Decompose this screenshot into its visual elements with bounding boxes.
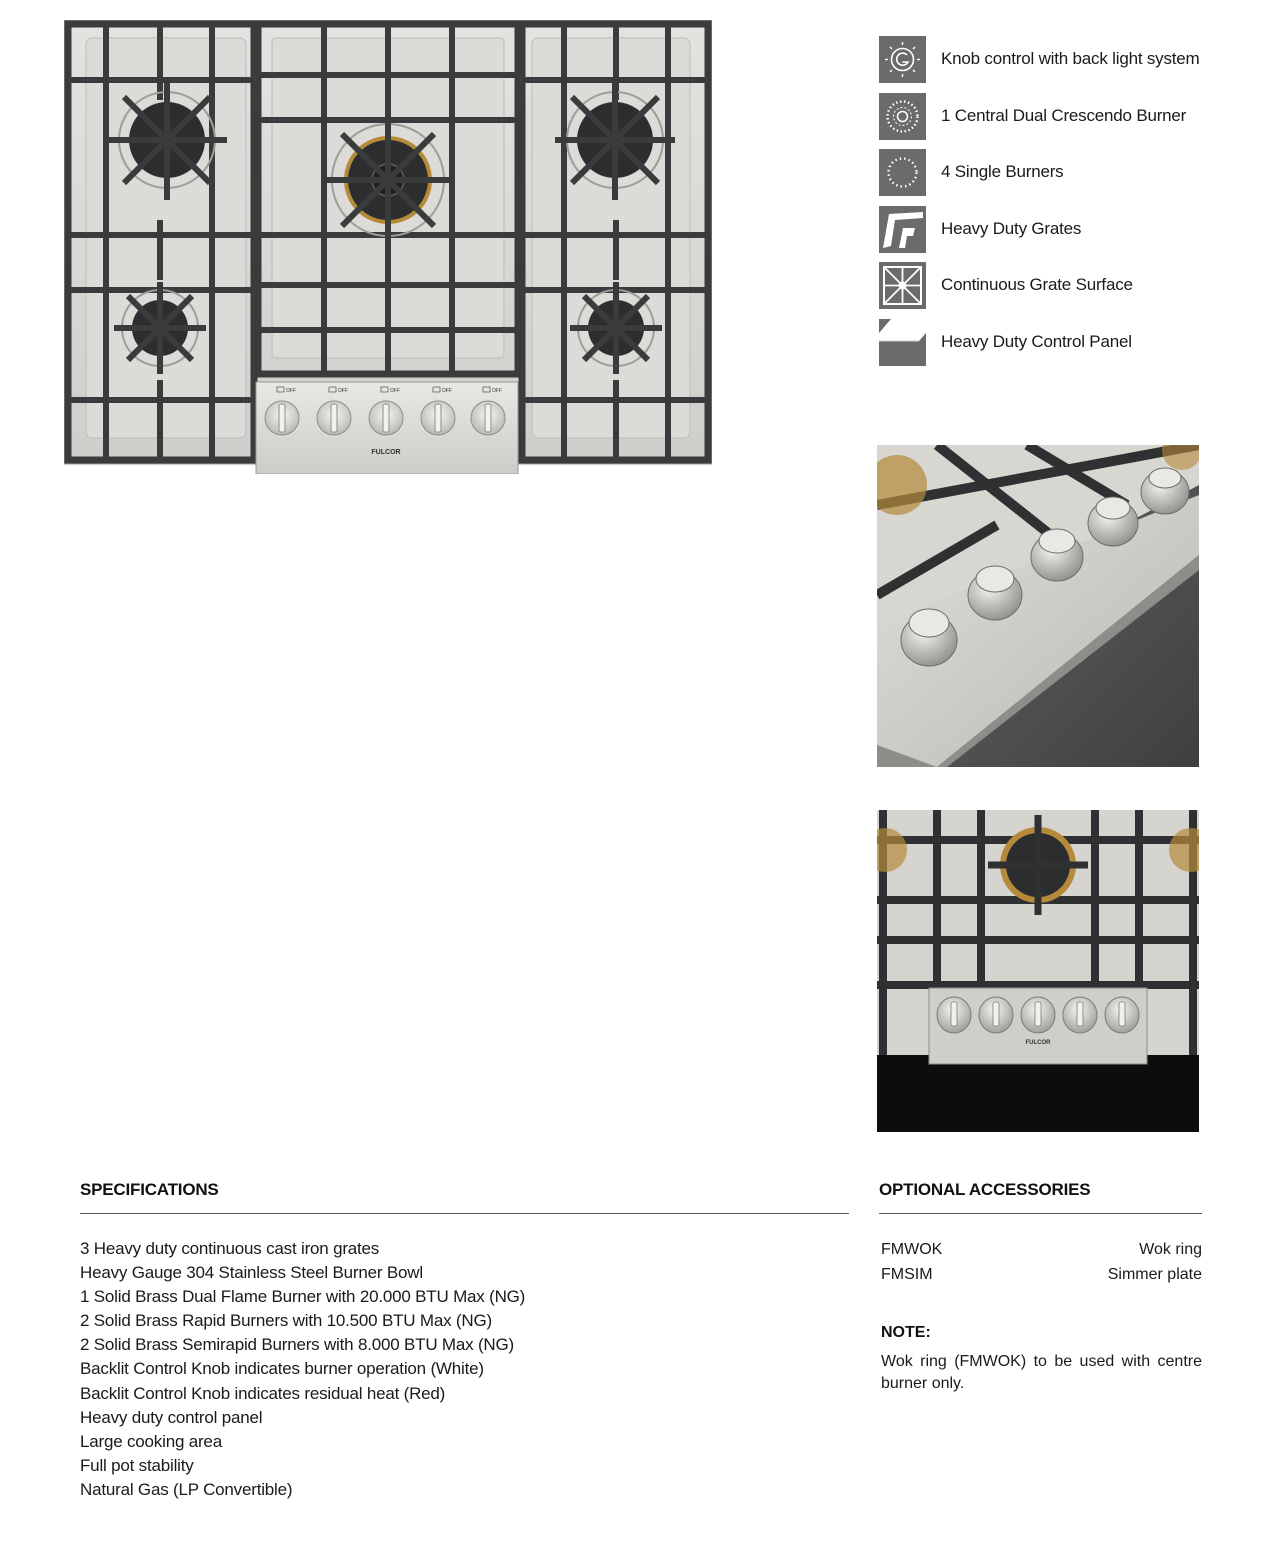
knob-off-label: OFF: [338, 388, 348, 394]
knob-off-label: OFF: [442, 388, 452, 394]
feature-item: [879, 319, 1219, 376]
spec-item: 2 Solid Brass Semirapid Burners with 8.000 BTU Max (NG): [80, 1335, 514, 1355]
feature-item: [879, 93, 1219, 150]
note-text: Wok ring (FMWOK) to be used with centre burner only.: [881, 1353, 1202, 1392]
feature-item: [879, 262, 1219, 319]
knob-off-label: OFF: [390, 388, 400, 394]
spec-item: 2 Solid Brass Rapid Burners with 10.500 BTU Max (NG): [80, 1311, 492, 1331]
knob-off-label: OFF: [492, 388, 502, 394]
knob-off-label: OFF: [286, 388, 296, 394]
spec-item: 3 Heavy duty continuous cast iron grates: [80, 1239, 380, 1258]
feature-label: Heavy Duty Control Panel: [941, 331, 1132, 351]
feature-item: [879, 149, 1219, 206]
spec-item: Natural Gas (LP Convertible): [80, 1479, 293, 1499]
spec-item: Heavy Gauge 304 Stainless Steel Burner Bowl: [80, 1263, 423, 1283]
specifications-list: [80, 1237, 525, 1502]
accessories-heading: OPTIONAL ACCESSORIES: [879, 1180, 1091, 1199]
feature-list: [879, 36, 1219, 375]
accessories-table: [881, 1237, 1202, 1287]
feature-label: 1 Central Dual Crescendo Burner: [941, 105, 1187, 125]
knob-closeup-photo: [877, 445, 1199, 767]
single-burner-icon: [879, 149, 926, 196]
continuous-grate-icon: [879, 262, 926, 309]
note-heading: NOTE:: [881, 1324, 931, 1341]
spec-item: 1 Solid Brass Dual Flame Burner with 20.000 BTU Max (NG): [80, 1287, 526, 1307]
feature-label: Knob control with back light system: [941, 49, 1200, 68]
accessory-code: FMWOK: [881, 1241, 943, 1258]
feature-label: Continuous Grate Surface: [941, 275, 1133, 294]
spec-item: Full pot stability: [80, 1455, 194, 1475]
dual-burner-icon: [879, 93, 926, 140]
accessory-row: [881, 1262, 1202, 1287]
accessory-name: Simmer plate: [1107, 1266, 1202, 1283]
feature-item: [879, 36, 1219, 93]
feature-label: Heavy Duty Grates: [941, 218, 1082, 238]
feature-label: 4 Single Burners: [941, 162, 1064, 181]
cooktop-top-view-image: [64, 20, 712, 474]
feature-item: [879, 206, 1219, 263]
divider: [80, 1213, 849, 1214]
accessory-row: [881, 1237, 1202, 1262]
brand-logo: FULCOR: [1025, 1040, 1051, 1046]
front-view-photo: [877, 810, 1199, 1132]
backlit-knob-icon: [879, 36, 926, 83]
divider: [879, 1213, 1202, 1214]
spec-item: Backlit Control Knob indicates burner operation (White): [80, 1359, 484, 1379]
spec-item: Backlit Control Knob indicates residual heat (Red): [80, 1383, 446, 1403]
spec-item: Heavy duty control panel: [80, 1407, 263, 1427]
spec-item: Large cooking area: [80, 1431, 222, 1451]
brand-logo: FULCOR: [371, 449, 401, 456]
accessory-name: Wok ring: [1139, 1241, 1202, 1258]
control-panel-icon: [879, 319, 926, 366]
specifications-heading: SPECIFICATIONS: [80, 1180, 219, 1199]
heavy-grates-icon: [879, 206, 926, 253]
accessory-code: FMSIM: [881, 1266, 933, 1283]
